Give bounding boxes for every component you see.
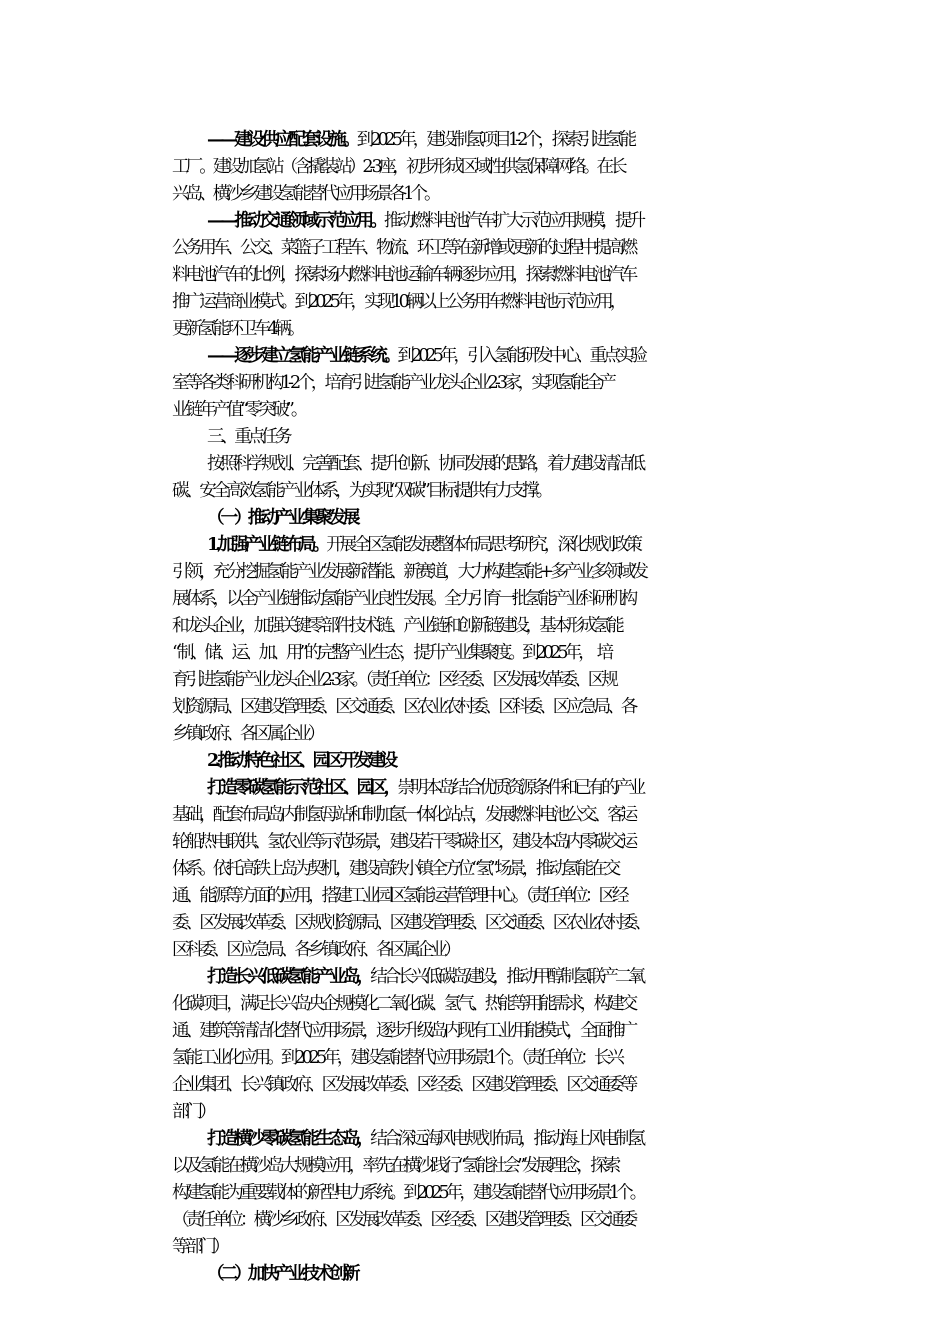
body-text: 推动燃料电池汽车扩大示范应用规模，提升 (383, 211, 643, 231)
text-line (137, 1018, 802, 1045)
text-line (137, 937, 802, 964)
body-text: 料电池汽车的比例，探索场内燃料电池运输车辆逐步应用，探索燃料电池汽车 (172, 265, 635, 285)
text-line (137, 559, 802, 586)
text-line (137, 1099, 802, 1126)
body-text: 到2025年，引入氢能研发中心、重点实验 (397, 346, 644, 366)
text-line (172, 1126, 802, 1153)
text-line (137, 640, 802, 667)
body-text: 展体系，以全产业链推动氢能产业良性发展。全力引育一批氢能产业科研机构 (172, 589, 635, 609)
body-text: 兴岛、横沙乡建设氢能替代应用场景各1个。 (172, 184, 438, 204)
paragraph (172, 1126, 802, 1261)
body-text: 等部门） (172, 1237, 227, 1257)
body-text: 划资源局、区建设管理委、区交通委、区农业农村委、区科委、区应急局、各 (172, 697, 635, 717)
body-text: 区科委、区应急局、各乡镇政府、各区属企业） (172, 940, 458, 960)
bold-lead-text: 打造长兴低碳氢能产业岛， (207, 967, 371, 987)
body-text: 结合深远海风电规划布局，推动海上风电制氢 (370, 1129, 643, 1149)
text-line (137, 586, 802, 613)
text-line (137, 1207, 802, 1234)
text-line (137, 316, 802, 343)
text-line (137, 802, 802, 829)
subsection-heading (172, 748, 802, 775)
body-text: 引领，充分挖掘氢能产业发展新潜能、新赛道，大力构建氢能+多产业多领域发 (172, 562, 646, 582)
text-line (137, 991, 802, 1018)
text-line (172, 748, 802, 775)
paragraph (172, 127, 802, 208)
text-line (137, 1045, 802, 1072)
bold-heading: 2.推动特色社区、园区开发建设 (207, 751, 395, 771)
text-line (137, 397, 802, 424)
body-text: 工厂。建设加氢站（含撬装站）2-3座，初步形成区域性供氢保障网络。在长 (172, 157, 624, 177)
text-line (172, 964, 802, 991)
bold-lead-text: 1.加强产业链布局。 (207, 535, 327, 555)
body-text: 按照科学规划、完善配套、提升创新、协同发展的思路，着力建设清洁低 (207, 454, 643, 474)
text-line (137, 694, 802, 721)
bold-lead-text: 打造横沙零碳氢能生态岛， (207, 1129, 371, 1149)
text-line (137, 883, 802, 910)
text-line (137, 856, 802, 883)
body-text: 推广运营商业模式。到2025年，实现10辆以上公务用车燃料电池示范应用， (172, 292, 624, 312)
bold-lead-text: ——逐步建立氢能产业链系统。 (207, 346, 398, 366)
paragraph (172, 775, 802, 964)
text-line (137, 289, 802, 316)
body-text: 三、重点任务 (207, 427, 289, 447)
text-line (172, 532, 802, 559)
text-line (137, 370, 802, 397)
bold-lead-text: 打造零碳氢能示范社区、园区， (207, 778, 398, 798)
text-line (137, 181, 802, 208)
body-text: 育引进氢能产业龙头企业2-3家。（责任单位：区经委、区发展改革委、区规 (172, 670, 615, 690)
paragraph (172, 343, 802, 424)
body-text: 通、能源等方面的应用，搭建工业园区氢能运营管理中心。（责任单位：区经 (172, 886, 626, 906)
body-text: 更新氢能环卫车4辆。 (172, 319, 302, 339)
body-text: 崇明本岛结合优质资源条件和已有的产业 (397, 778, 643, 798)
text-line (172, 775, 802, 802)
bold-heading: （一）推动产业集聚发展 (207, 508, 357, 528)
text-line (137, 829, 802, 856)
text-line (172, 424, 802, 451)
body-text: 构建氢能为重要载体的新型电力系统。到2025年，建设氢能替代应用场景1个。 (172, 1183, 644, 1203)
text-line (137, 154, 802, 181)
text-line (137, 1180, 802, 1207)
body-text: 化碳项目，满足长兴岛央企规模化二氧化碳、氢气、热能等用能需求，构建交 (172, 994, 635, 1014)
bold-heading: （二）加快产业技术创新 (207, 1264, 357, 1284)
text-line (172, 343, 802, 370)
body-text: （责任单位：横沙乡政府、区发展改革委、区经委、区建设管理委、区交通委 (172, 1210, 635, 1230)
text-line (172, 127, 802, 154)
paragraph (172, 451, 802, 505)
body-text: “制、储、运、加、用”的完整产业生态，提升产业集聚度。到2025年， 培 (172, 643, 611, 663)
section-heading (172, 505, 802, 532)
text-line (137, 262, 802, 289)
bold-lead-text: ——建设供应配套设施。 (207, 130, 357, 150)
body-text: 基础，配套布局岛内制氢母站和制加氢一体化站点，发展燃料电池公交、客运 (172, 805, 635, 825)
text-line (137, 1153, 802, 1180)
body-text: 碳、安全高效氢能产业体系，为实现“双碳”目标提供有力支撑。 (172, 481, 550, 501)
body-text: 氢能工业化应用。到2025年，建设氢能替代应用场景1个。（责任单位：长兴 (172, 1048, 622, 1068)
bold-lead-text: ——推动交通领域示范应用。 (207, 211, 384, 231)
body-text: 室等各类科研机构1-2个，培育引进氢能产业龙头企业2-3家，实现氢能全产 (172, 373, 613, 393)
body-text: 通、建筑等清洁化替代应用场景，逐步升级岛内现有工业用能模式，全面推广 (172, 1021, 635, 1041)
body-text: 乡镇政府、各区属企业） (172, 724, 322, 744)
text-line (137, 721, 802, 748)
body-text: 体系。依托高铁上岛为契机，建设高铁小镇全方位“氢”场景，推动氢能在交 (172, 859, 618, 879)
section-heading (172, 1261, 802, 1288)
body-text: 公务用车、公交、菜篮子工程车、物流、环卫等在新增或更新的过程中提高燃 (172, 238, 635, 258)
paragraph (172, 424, 802, 451)
paragraph (172, 964, 802, 1126)
text-line (137, 1234, 802, 1261)
paragraph (172, 208, 802, 343)
text-line (172, 505, 802, 532)
text-line (172, 1261, 802, 1288)
text-line (137, 613, 802, 640)
text-line (137, 667, 802, 694)
body-text: 委、区发展改革委、区规划资源局、区建设管理委、区交通委、区农业农村委、 (172, 913, 648, 933)
body-text: 以及氢能在横沙岛大规模应用，率先在横沙践行“氢能社会”发展理念，探索 (172, 1156, 618, 1176)
document-body (172, 127, 802, 1288)
body-text: 业链年产值“零突破”。 (172, 400, 305, 420)
text-line (172, 451, 802, 478)
text-line (137, 478, 802, 505)
body-text: 和龙头企业，加强关键零部件技术链、产业链和创新链建设，基本形成氢能 (172, 616, 621, 636)
body-text: 部门） (172, 1102, 213, 1122)
text-line (137, 910, 802, 937)
paragraph (172, 532, 802, 748)
body-text: 企业集团、长兴镇政府、区发展改革委、区经委、区建设管理委、区交通委等 (172, 1075, 635, 1095)
text-line (137, 235, 802, 262)
body-text: 轮船热电联供、氢农业等示范场景，建设若干零碳社区，建设本岛内零碳交运 (172, 832, 635, 852)
body-text: 到2025年，建设制氢项目1-2个，探索引进氢能 (356, 130, 634, 150)
body-text: 开展全区氢能发展整体布局思考研究，深化规划政策 (326, 535, 640, 555)
body-text: 结合长兴低碳岛建设，推动甲醇制氢联产二氧 (370, 967, 643, 987)
text-line (137, 1072, 802, 1099)
text-line (172, 208, 802, 235)
